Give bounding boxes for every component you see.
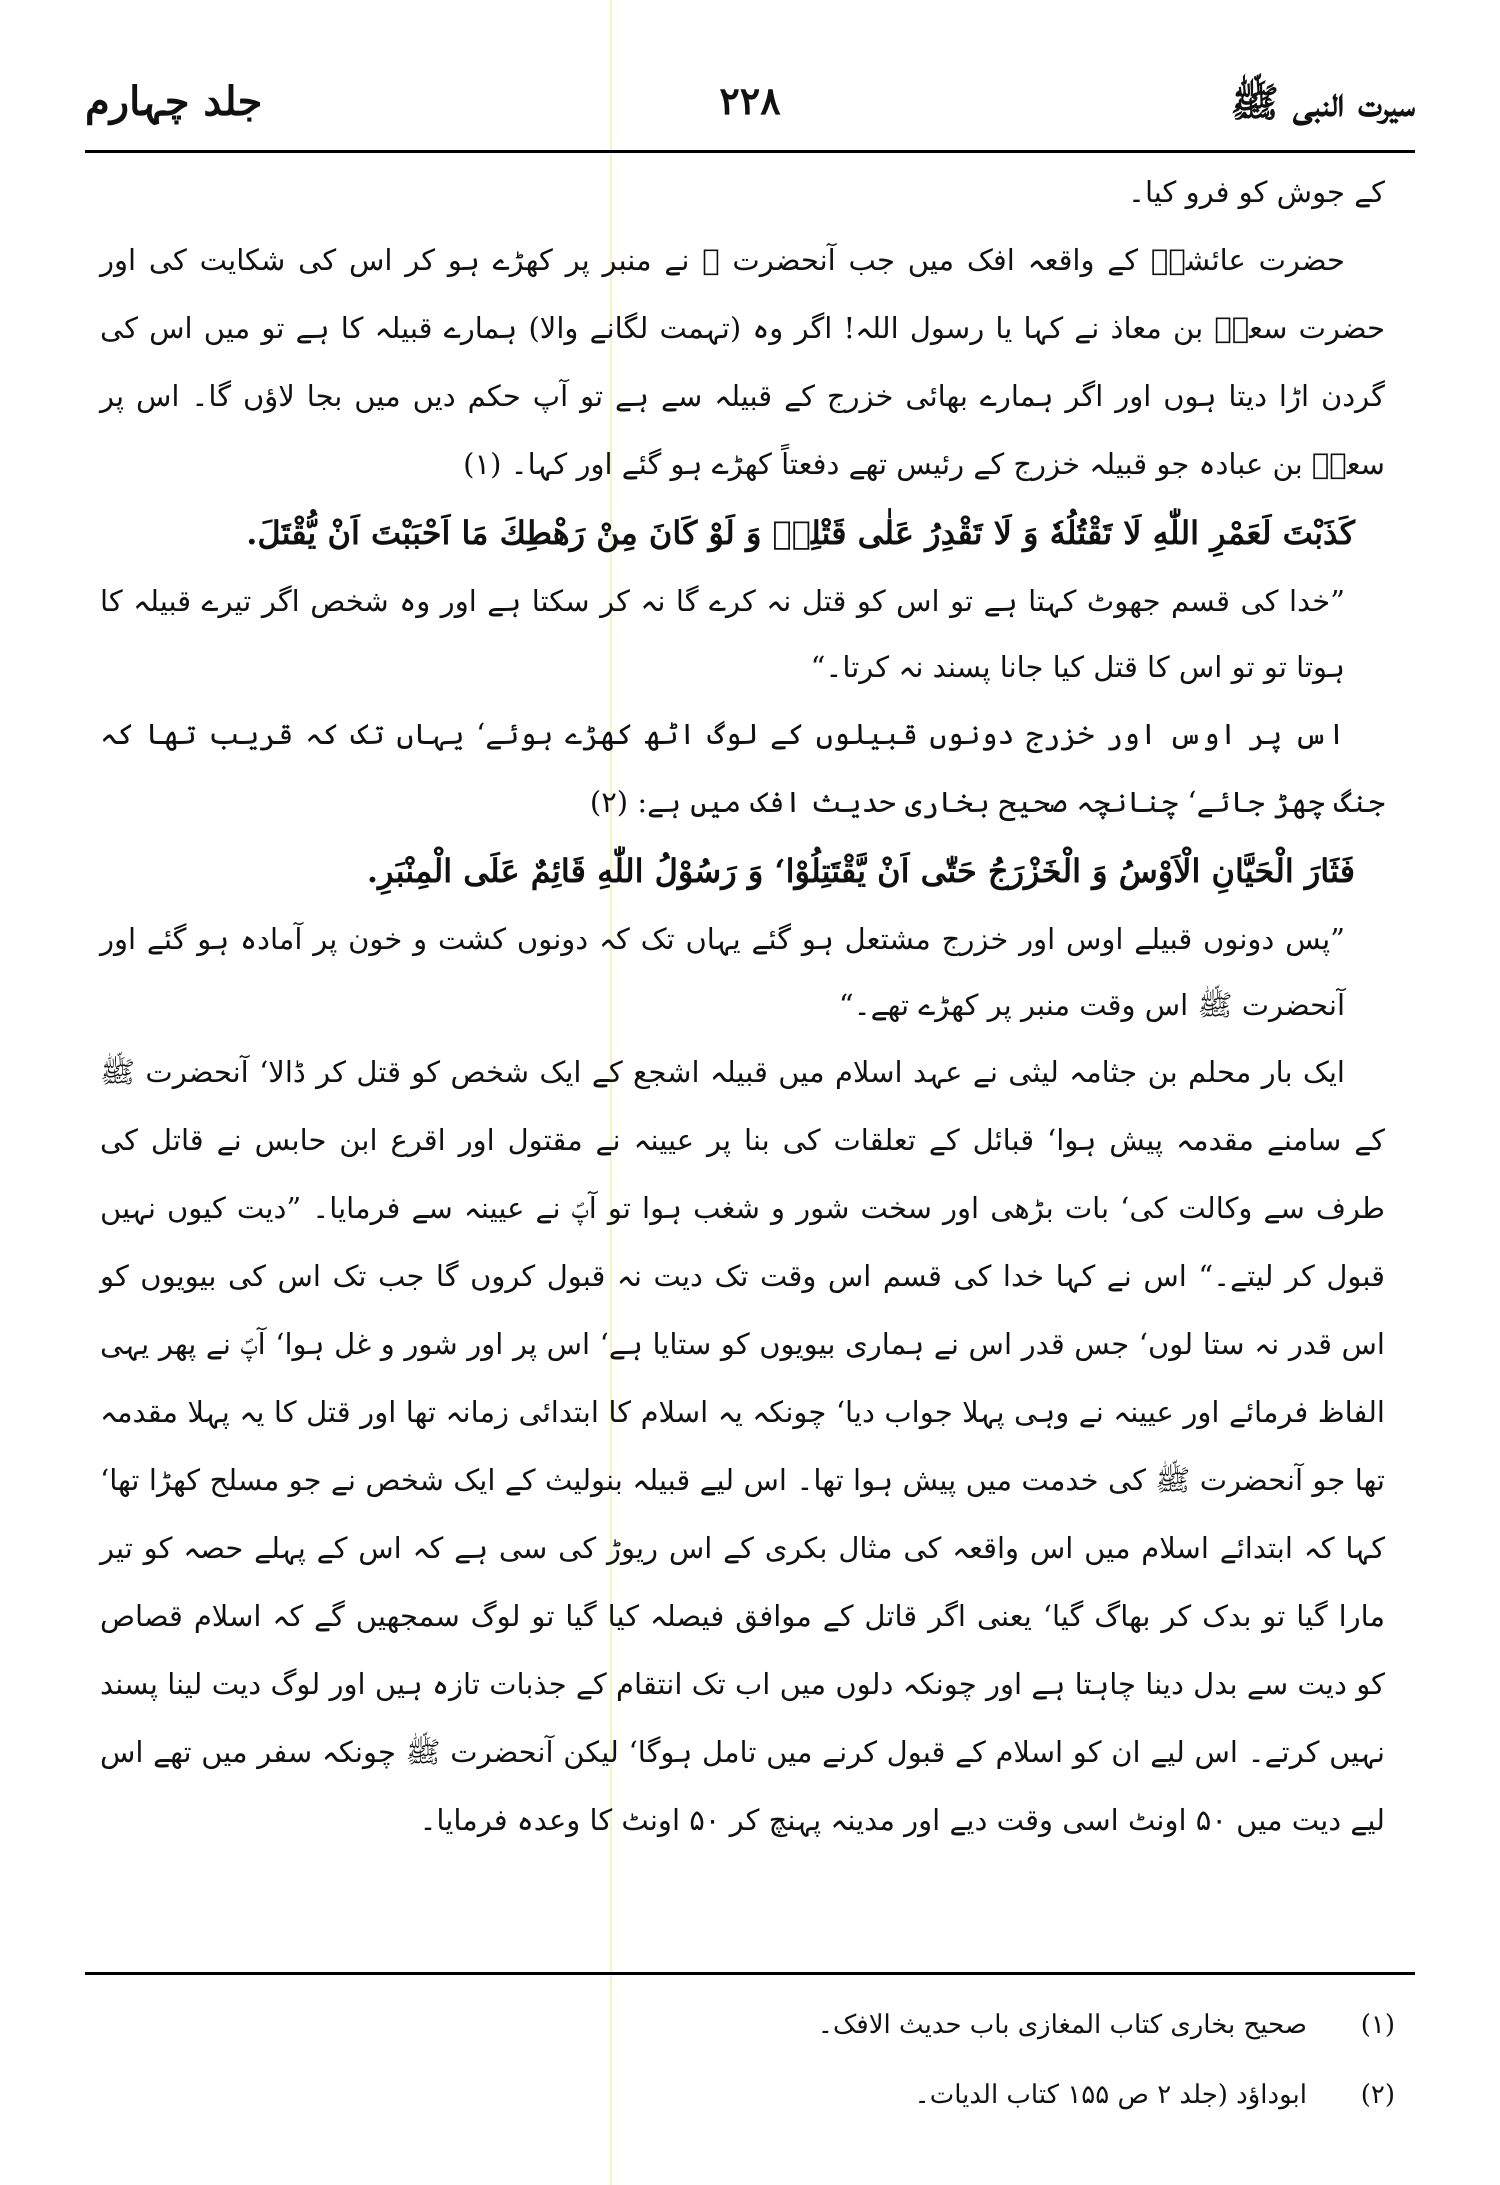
volume-label: جلد چہارم — [85, 78, 263, 125]
header-rule — [85, 150, 1415, 153]
footnote-2 — [100, 2060, 1395, 2130]
footnote-number: (۱) — [1360, 2010, 1395, 2040]
paragraph-1: کے جوش کو فرو کیا۔ — [1127, 175, 1385, 209]
footnote-1 — [100, 1990, 1395, 2060]
footnote-number: (۲) — [1360, 2080, 1395, 2110]
footnote-text: ابوداؤد (جلد ۲ ص ۱۵۵ کتاب الدیات۔ — [914, 2080, 1307, 2110]
translation-quote-2: ”پس دونوں قبیلے اوس اور خزرج مشتعل ہو گئے یہاں تک کہ دونوں کشت و خون پر آمادہ ہو گئے اور آنحضرت ﷺ اس وقت منبر پر کھڑے تھے۔“ — [100, 922, 1345, 1022]
paragraph-3: اس پر اوس اور خزرج دونوں قبیلوں کے لوگ اٹھ کھڑے ہوئے‘ یہاں تک کہ قریب تھا کہ جنگ چھڑ جائے‘ چنانچہ صحیح بخاری حدیث افک میں ہے: (۲) — [100, 717, 1385, 819]
page-body — [100, 158, 1385, 1854]
page-header — [85, 70, 1415, 140]
footnotes — [100, 1990, 1395, 2130]
footnote-text: صحیح بخاری کتاب المغازی باب حدیث الافک۔ — [817, 2010, 1307, 2040]
book-title: سیرت النبی ﷺ — [1230, 79, 1415, 126]
paragraph-2: حضرت عائشہؓ کے واقعہ افک میں جب آنحضرت ﷺ نے منبر پر کھڑے ہو کر اس کی شکایت کی اور حضرت سعدؓ بن معاذ نے کہا یا رسول اللہ! اگر وہ (تہمت لگانے والا) ہمارے قبیلہ کا ہے تو میں اس کی گردن اڑا دیتا ہوں اور اگر ہمارے بھائی خزرج کے قبیلہ سے ہے تو آپ حکم دیں میں بجا لاؤں گا۔ اس پر سعدؓ بن عبادہ جو قبیلہ خزرج کے رئیس تھے دفعتاً کھڑے ہو گئے اور کہا۔ (۱) — [100, 243, 1385, 481]
footnote-rule — [85, 1972, 1415, 1975]
translation-quote-1: ”خدا کی قسم جھوٹ کہتا ہے تو اس کو قتل نہ کرے گا نہ کر سکتا ہے اور وہ شخص اگر تیرے قبیلہ کا ہوتا تو تو اس کا قتل کیا جانا پسند نہ کرتا۔“ — [100, 584, 1345, 684]
paragraph-4: ایک بار محلم بن جثامہ لیثی نے عہد اسلام میں قبیلہ اشجع کے ایک شخص کو قتل کر ڈالا‘ آنحضرت ﷺ کے سامنے مقدمہ پیش ہوا‘ قبائل کے تعلقات کی بنا پر عیینہ نے مقتول اور اقرع ابن حابس نے قاتل کی طرف سے وکالت کی‘ بات بڑھی اور سخت شور و شغب ہوا تو آپؐ نے عیینہ سے فرمایا۔ ”دیت کیوں نہیں قبول کر لیتے۔“ اس نے کہا خدا کی قسم اس وقت تک دیت نہ قبول کروں گا جب تک اس کی بیویوں کو اس قدر نہ ستا لوں‘ جس قدر اس نے ہماری بیویوں کو ستایا ہے‘ اس پر اور شور و غل ہوا‘ آپؐ نے پھر یہی الفاظ فرمائے اور عیینہ نے وہی پہلا جواب دیا‘ چونکہ یہ اسلام کا ابتدائی زمانہ تھا اور قتل کا یہ پہلا مقدمہ تھا جو آنحضرت ﷺ کی خدمت میں پیش ہوا تھا۔ اس لیے قبیلہ بنولیث کے ایک شخص نے جو مسلح کھڑا تھا‘ کہا کہ ابتدائے اسلام میں اس واقعہ کی مثال بکری کے اس ریوڑ کی سی ہے کہ اس کے پہلے حصہ کو تیر مارا گیا تو بدک کر بھاگ گیا‘ یعنی اگر قاتل کے موافق فیصلہ کیا گیا تو لوگ سمجھیں گے کہ اسلام قصاص کو دیت سے بدل دینا چاہتا ہے اور چونکہ دلوں میں اب تک انتقام کے جذبات تازہ ہیں اور لوگ دیت لینا پسند نہیں کرتے۔ اس لیے ان کو اسلام کے قبول کرنے میں تامل ہوگا‘ لیکن آنحضرت ﷺ چونکہ سفر میں تھے اس لیے دیت میں ۵۰ اونٹ اسی وقت دیے اور مدینہ پہنچ کر ۵۰ اونٹ کا وعدہ فرمایا۔ — [100, 1055, 1385, 1837]
arabic-quote-2: فَثَارَ الْحَيَّانِ الْاَوْسُ وَ الْخَزْرَجُ حَتّٰى اَنْ يَّقْتَتِلُوْا‘ وَ رَسُوْلُ اللّٰهِ قَائِمٌ عَلَى الْمِنْبَرِ. — [366, 852, 1355, 890]
arabic-quote-1: كَذَبْتَ لَعَمْرِ اللّٰهِ لَا تَقْتُلُهٗ وَ لَا تَقْدِرُ عَلٰى قَتْلِهٖ وَ لَوْ كَانَ مِنْ رَهْطِكَ مَا اَحْبَبْتَ اَنْ يُّقْتَلَ. — [246, 514, 1355, 552]
page-number: ۲۲۸ — [719, 78, 781, 123]
